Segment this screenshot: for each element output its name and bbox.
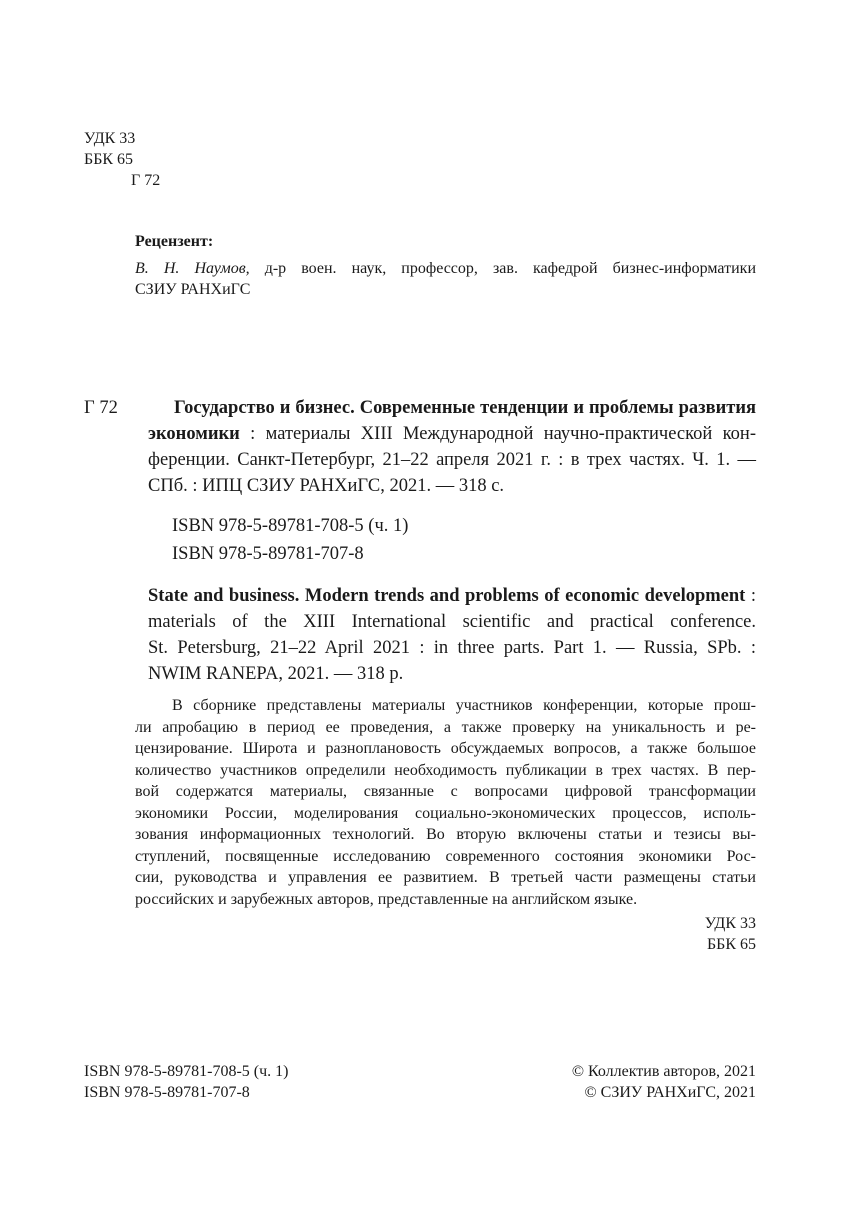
annotation-line: российских и зарубежных авторов, представленные на английском языке. — [135, 890, 638, 908]
bib-en-line3: St. Petersburg, 21–22 April 2021 : in three parts. Part 1. — Russia, SPb. : — [148, 638, 756, 658]
annotation-line: цензирование. Широта и разноплановость обсуждаемых вопросов, а также большое — [135, 740, 756, 757]
footer-isbn-set: ISBN 978-5-89781-707-8 — [84, 1084, 250, 1101]
bib-en-line2: materials of the XIII International scientific and practical conference. — [148, 612, 756, 632]
annotation-line: экономики России, моделирования социально-экономических процессов, исполь- — [135, 804, 756, 822]
copyright-authors: © Коллектив авторов, 2021 — [571, 1063, 756, 1080]
footer-isbn — [84, 1061, 288, 1103]
reviewer-line1 — [135, 258, 756, 279]
bib-en-line1 — [148, 583, 756, 609]
reviewer-label: Рецензент: — [135, 233, 214, 250]
annotation-line: ли апробацию в период ее проведения, а также проверку на уникальность и ре- — [135, 718, 756, 736]
bbk-code: ББК 65 — [84, 151, 134, 168]
bib-ru-title-part1: Государство и бизнес. Современные тенденции и проблемы развития — [174, 398, 756, 418]
annotation-line: зования информационных технологий. Во вторую включены статьи и тезисы вы- — [135, 826, 756, 843]
bib-en-title: State and business. Modern trends and problems of economic development — [148, 586, 746, 606]
reviewer-block — [135, 231, 756, 300]
reviewer-affiliation: СЗИУ РАНХиГС — [135, 281, 251, 298]
footer-isbn-part1: ISBN 978-5-89781-708-5 (ч. 1) — [84, 1063, 289, 1080]
annotation-line: вой содержатся материалы, связанные с вопросами цифровой трансформации — [135, 783, 756, 800]
copyright-publisher: © СЗИУ РАНХиГС, 2021 — [584, 1084, 756, 1101]
bib-en-line1-rest: : — [745, 586, 757, 606]
bib-ru-line3: ференции. Санкт-Петербург, 21–22 апреля 2021 г. : в трех частях. Ч. 1. — — [148, 450, 756, 470]
bib-ru-line1 — [148, 395, 756, 421]
right-codes — [705, 913, 756, 955]
isbn-block — [172, 512, 408, 568]
reviewer-name: В. Н. Наумов, — [135, 260, 250, 277]
bib-en-line4: NWIM RANEPA, 2021. — 318 p. — [148, 664, 404, 684]
annotation-line: количество участников определили необходимость публикации в трех частях. В пер- — [135, 761, 756, 779]
bib-en-block — [148, 583, 756, 687]
annotation-block — [135, 695, 756, 910]
reviewer-title: д-р воен. наук, профессор, зав. кафедрой бизнес-информатики — [249, 260, 757, 277]
footer-copyright — [572, 1061, 756, 1103]
right-udk: УДК 33 — [704, 915, 756, 932]
classification-block — [84, 128, 160, 191]
annotation-line: сии, руководства и управления ее развитием. В третьей части размещены статьи — [135, 869, 756, 886]
author-mark: Г 72 — [131, 172, 161, 189]
isbn-part1: ISBN 978-5-89781-708-5 (ч. 1) — [172, 516, 409, 536]
annotation-line: В сборнике представлены материалы участников конференции, которые прош- — [172, 697, 756, 714]
bib-ru-line2-rest: : материалы XIII Международной научно-практической кон- — [239, 424, 756, 444]
udk-code: УДК 33 — [84, 130, 136, 147]
annotation-line: ступлений, посвященные исследованию современного состояния экономики Рос- — [135, 847, 756, 865]
bib-mark: Г 72 — [84, 398, 118, 418]
bib-ru-block — [148, 395, 756, 499]
bib-ru-title-part2: экономики — [148, 424, 240, 444]
isbn-set: ISBN 978-5-89781-707-8 — [172, 544, 364, 564]
bib-ru-line4: СПб. : ИПЦ СЗИУ РАНХиГС, 2021. — 318 с. — [148, 476, 505, 496]
bib-ru-line2 — [148, 421, 756, 447]
right-bbk: ББК 65 — [706, 936, 756, 953]
